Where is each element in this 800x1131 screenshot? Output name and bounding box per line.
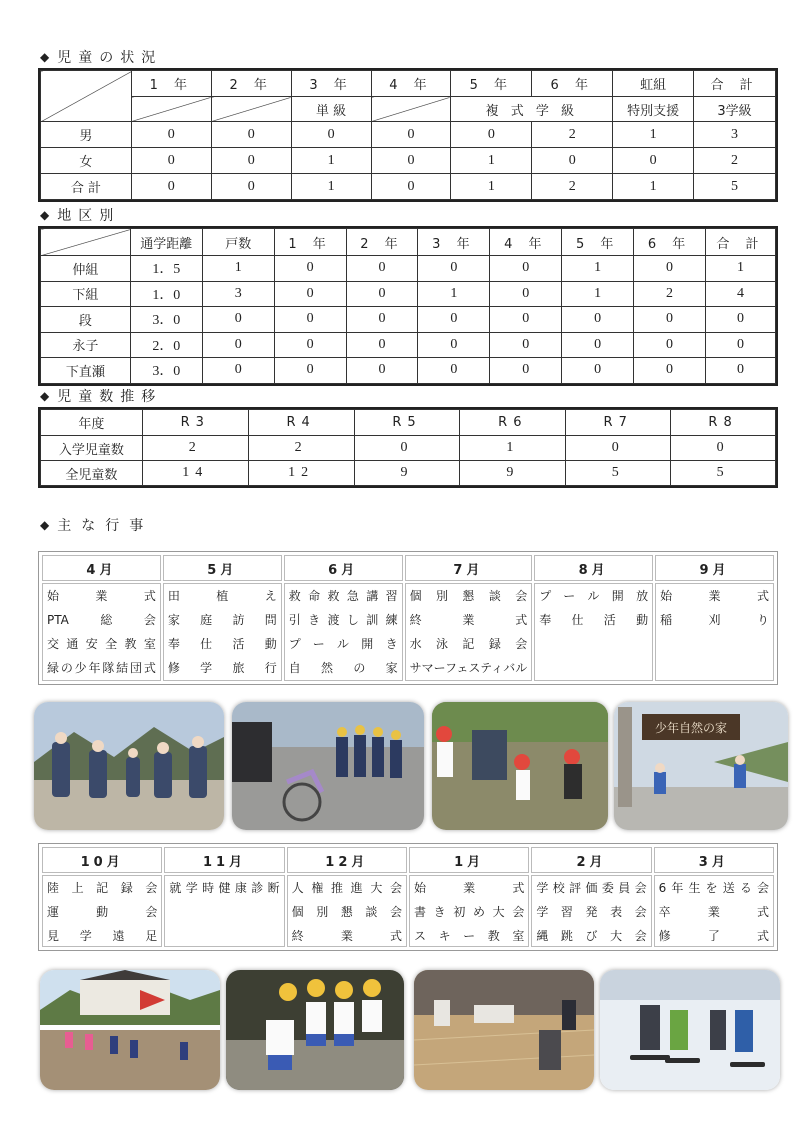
students-corner-cell — [41, 71, 132, 122]
districts-table — [40, 228, 776, 384]
district-header: 4 年 — [490, 229, 562, 256]
table-cell: 0 — [562, 358, 634, 384]
event-item: 個別懇談会 — [409, 589, 528, 603]
row-label: 入学児童数 — [41, 436, 143, 461]
event-item: 終業式 — [409, 613, 528, 627]
class-type-cell: 複 式 学 級 — [451, 97, 613, 122]
row-label: 合 計 — [41, 174, 132, 200]
event-item: 自然の家 — [288, 661, 398, 675]
event-item: 縄跳び大会 — [536, 929, 647, 943]
district-header: 5 年 — [562, 229, 634, 256]
table-cell: 0 — [346, 358, 418, 384]
table-cell: 3．0 — [130, 358, 202, 384]
table-cell: 0 — [418, 256, 490, 282]
event-item: 水泳記録会 — [409, 637, 528, 651]
table-cell: 0 — [202, 307, 274, 333]
row-label: 男 — [41, 122, 132, 148]
table-cell: 0 — [371, 148, 451, 174]
event-list — [534, 583, 653, 681]
table-cell: 0 — [346, 332, 418, 358]
table-cell: 0 — [634, 332, 706, 358]
event-item: 学校評価委員会 — [536, 881, 647, 895]
event-item: 個別懇談会 — [291, 905, 402, 919]
table-cell: 0 — [451, 122, 532, 148]
event-month-column — [284, 555, 403, 681]
table-cell: 0 — [706, 358, 776, 384]
table-cell: 0 — [211, 174, 291, 200]
table-cell: 5 — [566, 461, 671, 486]
year-header: R3 — [142, 410, 248, 436]
year-label: 年度 — [41, 410, 143, 436]
table-cell: 2 — [142, 436, 248, 461]
table-cell: 0 — [490, 358, 562, 384]
table-cell: 0 — [671, 436, 776, 461]
grade-header: 3 年 — [291, 71, 371, 97]
students-section-title: ◆ 児童の状況 — [40, 50, 163, 66]
event-item: 運動会 — [47, 905, 158, 919]
event-item: 陸上記録会 — [47, 881, 158, 895]
grade-header: 虹組 — [613, 71, 694, 97]
event-list — [42, 583, 161, 681]
year-header: R5 — [354, 410, 460, 436]
event-item: 始業式 — [47, 589, 156, 603]
grade-header: 2 年 — [211, 71, 291, 97]
class-type-cell: 単 級 — [291, 97, 371, 122]
empty-class-cell — [131, 97, 211, 122]
trend-section-title: ◆ 児童数推移 — [40, 389, 163, 405]
event-month-column — [654, 847, 774, 947]
table-cell: 0 — [706, 307, 776, 333]
row-label: 全児童数 — [41, 461, 143, 486]
event-item: 終業式 — [291, 929, 402, 943]
event-month-column — [42, 847, 162, 947]
table-cell: 2 — [634, 281, 706, 307]
table-cell: 0 — [346, 256, 418, 282]
year-header: R4 — [248, 410, 354, 436]
table-cell: 12 — [248, 461, 354, 486]
table-cell: 1．5 — [130, 256, 202, 282]
districts-corner-cell — [41, 229, 131, 256]
event-item: 書き初め大会 — [414, 905, 525, 919]
photo-gym-event — [414, 970, 594, 1090]
event-item: 始業式 — [660, 589, 769, 603]
table-cell: 5 — [694, 174, 776, 200]
event-month-header: 10月 — [42, 847, 162, 873]
event-month-header: 5月 — [163, 555, 282, 581]
table-cell: 5 — [671, 461, 776, 486]
event-item: 見学遠足 — [47, 929, 158, 943]
grade-header: 6 年 — [532, 71, 613, 97]
event-item: 修学旅行 — [167, 661, 277, 675]
signboard-text: 少年自然の家 — [654, 721, 728, 735]
table-cell: 0 — [202, 332, 274, 358]
event-item: 始業式 — [414, 881, 525, 895]
event-item: 修了式 — [658, 929, 769, 943]
event-month-header: 6月 — [284, 555, 403, 581]
table-cell: 1 — [613, 122, 694, 148]
table-cell: 1．0 — [130, 281, 202, 307]
event-item: プール開き — [288, 637, 398, 651]
photo-traffic-safety — [232, 702, 424, 830]
table-cell: 0 — [706, 332, 776, 358]
event-list — [531, 875, 651, 947]
table-cell: 2．0 — [130, 332, 202, 358]
event-month-header: 3月 — [654, 847, 774, 873]
district-header: 2 年 — [346, 229, 418, 256]
event-month-header: 12月 — [287, 847, 407, 873]
event-month-column — [534, 555, 653, 681]
event-month-header: 11月 — [164, 847, 284, 873]
table-cell: 0 — [211, 122, 291, 148]
event-item: 卒業式 — [658, 905, 769, 919]
table-cell: 1 — [460, 436, 566, 461]
empty-class-cell — [211, 97, 291, 122]
diamond-icon: ◆ — [40, 389, 50, 403]
table-cell: 9 — [354, 461, 460, 486]
table-cell: 14 — [142, 461, 248, 486]
students-table — [40, 70, 776, 200]
district-header: 合 計 — [706, 229, 776, 256]
event-month-column — [409, 847, 529, 947]
table-cell: 1 — [706, 256, 776, 282]
table-cell: 0 — [418, 358, 490, 384]
event-item: 学習発表会 — [536, 905, 647, 919]
event-month-column — [42, 555, 161, 681]
table-cell: 0 — [274, 256, 346, 282]
photo-nature-house — [614, 702, 788, 830]
table-cell: 1 — [562, 281, 634, 307]
row-label: 段 — [41, 307, 131, 333]
event-month-header: 4月 — [42, 555, 161, 581]
table-cell: 2 — [248, 436, 354, 461]
table-cell: 0 — [274, 358, 346, 384]
grade-header: 5 年 — [451, 71, 532, 97]
table-cell: 2 — [532, 174, 613, 200]
table-cell: 0 — [131, 148, 211, 174]
event-item: 家庭訪問 — [167, 613, 277, 627]
district-header: 3 年 — [418, 229, 490, 256]
table-cell: 0 — [274, 332, 346, 358]
table-cell: 0 — [346, 307, 418, 333]
class-type-cell: 特別支援 — [613, 97, 694, 122]
events-calendar-first-half — [38, 551, 778, 685]
event-month-header: 1月 — [409, 847, 529, 873]
year-header: R8 — [671, 410, 776, 436]
events-calendar-second-half — [38, 843, 778, 951]
district-header: 通学距離 — [130, 229, 202, 256]
table-cell: 0 — [371, 122, 451, 148]
event-item: PTA総会 — [47, 613, 156, 627]
table-cell: 1 — [418, 281, 490, 307]
table-cell: 0 — [346, 281, 418, 307]
event-month-column — [287, 847, 407, 947]
table-cell: 0 — [532, 148, 613, 174]
event-item: 人権推進大会 — [291, 881, 402, 895]
event-list — [164, 875, 284, 947]
table-cell: 0 — [418, 332, 490, 358]
table-cell: 0 — [211, 148, 291, 174]
event-month-column — [164, 847, 284, 947]
diamond-icon: ◆ — [40, 518, 50, 532]
grade-header: 合 計 — [694, 71, 776, 97]
event-item: 交通安全教室 — [47, 637, 156, 651]
table-cell: 1 — [202, 256, 274, 282]
table-cell: 1 — [291, 148, 371, 174]
table-cell: 1 — [451, 174, 532, 200]
event-list — [405, 583, 533, 681]
event-item: 奉仕活動 — [539, 613, 649, 627]
table-cell: 0 — [274, 307, 346, 333]
event-list — [655, 583, 774, 681]
grade-header: 1 年 — [131, 71, 211, 97]
event-item: プール開放 — [539, 589, 649, 603]
event-month-header: 8月 — [534, 555, 653, 581]
event-item: 稲刈り — [660, 613, 769, 627]
empty-class-cell — [371, 97, 451, 122]
event-item: 緑の少年隊結団式 — [47, 661, 156, 675]
table-cell: 0 — [131, 174, 211, 200]
row-label: 女 — [41, 148, 132, 174]
table-cell: 9 — [460, 461, 566, 486]
event-item: スキー教室 — [414, 929, 525, 943]
table-cell: 2 — [532, 122, 613, 148]
event-item: 救命救急講習 — [288, 589, 398, 603]
table-cell: 0 — [634, 256, 706, 282]
year-header: R7 — [566, 410, 671, 436]
diamond-icon: ◆ — [40, 50, 50, 64]
event-month-header: 2月 — [531, 847, 651, 873]
class-type-cell: 3学級 — [694, 97, 776, 122]
trend-table — [40, 409, 776, 486]
table-cell: 0 — [634, 358, 706, 384]
event-list — [287, 875, 407, 947]
table-cell: 1 — [562, 256, 634, 282]
table-cell: 0 — [490, 256, 562, 282]
table-cell: 2 — [694, 148, 776, 174]
event-list — [284, 583, 403, 681]
table-cell: 0 — [131, 122, 211, 148]
event-list — [42, 875, 162, 947]
event-item: 就学時健康診断 — [169, 881, 280, 895]
row-label: 永子 — [41, 332, 131, 358]
event-month-column — [655, 555, 774, 681]
district-header: 1 年 — [274, 229, 346, 256]
event-list — [409, 875, 529, 947]
table-cell: 0 — [291, 122, 371, 148]
table-cell: 0 — [490, 281, 562, 307]
table-cell: 3 — [202, 281, 274, 307]
row-label: 仲組 — [41, 256, 131, 282]
table-cell: 0 — [202, 358, 274, 384]
district-header: 戸数 — [202, 229, 274, 256]
event-month-column — [163, 555, 282, 681]
row-label: 下組 — [41, 281, 131, 307]
photo-ski-class — [600, 970, 780, 1090]
grade-header: 4 年 — [371, 71, 451, 97]
table-cell: 0 — [613, 148, 694, 174]
event-item: 奉仕活動 — [167, 637, 277, 651]
table-cell: 0 — [490, 307, 562, 333]
table-cell: 0 — [562, 332, 634, 358]
event-list — [163, 583, 282, 681]
table-cell: 1 — [451, 148, 532, 174]
event-list — [654, 875, 774, 947]
table-cell: 0 — [490, 332, 562, 358]
diamond-icon: ◆ — [40, 208, 50, 222]
table-cell: 1 — [613, 174, 694, 200]
district-header: 6 年 — [634, 229, 706, 256]
table-cell: 0 — [274, 281, 346, 307]
photo-group-ceremony — [34, 702, 224, 830]
districts-section-title: ◆ 地区別 — [40, 208, 121, 224]
table-cell: 3 — [694, 122, 776, 148]
photo-rice-planting — [432, 702, 608, 830]
table-cell: 1 — [291, 174, 371, 200]
photo-sports-day — [40, 970, 220, 1090]
row-label: 下直瀬 — [41, 358, 131, 384]
event-item: 引き渡し訓練 — [288, 613, 398, 627]
photo-class-group — [226, 970, 404, 1090]
event-month-column — [531, 847, 651, 947]
event-item: 田植え — [167, 589, 277, 603]
table-cell: 0 — [354, 436, 460, 461]
event-month-header: 7月 — [405, 555, 533, 581]
table-cell: 0 — [634, 307, 706, 333]
events-section-title: ◆ 主な行事 — [40, 518, 154, 534]
table-cell: 0 — [566, 436, 671, 461]
table-cell: 0 — [562, 307, 634, 333]
event-month-header: 9月 — [655, 555, 774, 581]
table-cell: 0 — [371, 174, 451, 200]
table-cell: 0 — [418, 307, 490, 333]
event-item: サマーフェスティバル — [409, 661, 528, 675]
year-header: R6 — [460, 410, 566, 436]
event-item: 6年生を送る会 — [658, 881, 769, 895]
event-month-column — [405, 555, 533, 681]
table-cell: 3．0 — [130, 307, 202, 333]
table-cell: 4 — [706, 281, 776, 307]
